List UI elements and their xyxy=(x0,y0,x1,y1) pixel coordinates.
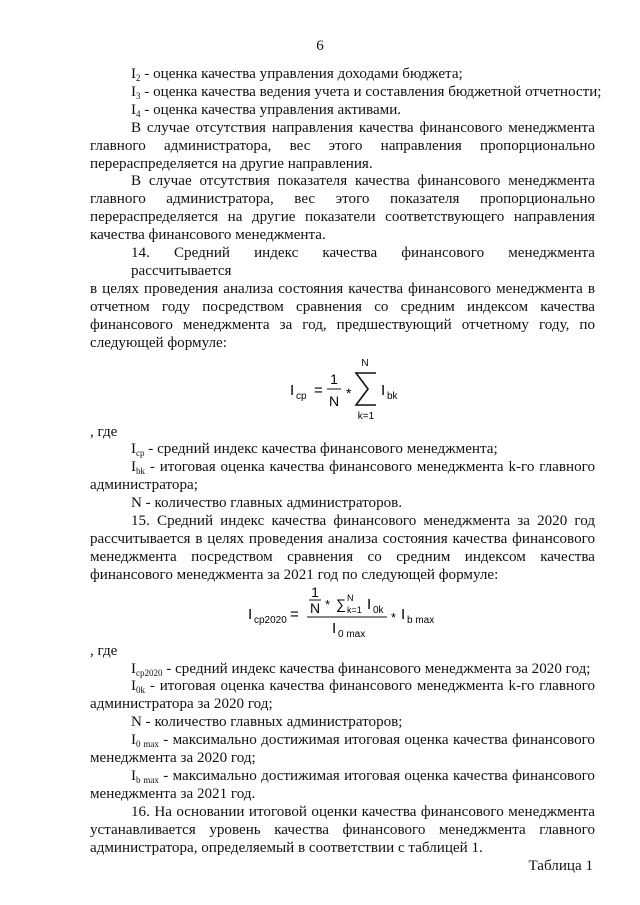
formula-average-index-2020 xyxy=(90,585,595,643)
def-ibmax-cont: менеджмента за 2021 год. xyxy=(90,785,256,802)
formula2-num: 1 xyxy=(311,583,319,600)
paragraph-14: 14. Средний индекс качества финансового менеджмента рассчитывается в целях проведения анализа состояния качества финансового менеджмента в отчетном году посредством сравнения со средним индексом качества финансового менеджмента за год, предшествующий отчетному году, по следующей формуле: xyxy=(90,245,595,351)
document-body xyxy=(90,66,602,875)
formula2-den: N xyxy=(309,599,321,616)
formula1-lhs-sub: cp xyxy=(296,390,307,402)
table-caption: Таблица 1 xyxy=(528,857,593,874)
formula1-term-sub: bk xyxy=(387,390,398,402)
def-i0max-cont: менеджмента за 2020 год; xyxy=(90,750,256,767)
formula1-num: 1 xyxy=(330,370,338,387)
page-number: 6 xyxy=(316,38,324,54)
formula1-den: N xyxy=(328,392,340,409)
def-n-1: N - количество главных администраторов. xyxy=(131,495,403,512)
paragraph-16: 16. На основании итоговой оценки качества финансового менеджмента устанавливается уровень качества финансового менеджмента главного администратора, определяемый в соответствии с таблицей 1. xyxy=(90,803,595,856)
formula-average-index xyxy=(90,353,595,424)
formula1-op: * xyxy=(346,384,352,401)
formula2-rhs-sub: b max xyxy=(407,614,435,626)
formula2-term: I xyxy=(367,595,372,613)
paragraph-absent-direction: В случае отсутствия направления качества финансового менеджмента главного администратора, вес этого направления пропорционально перераспределяется на другие направления. xyxy=(90,119,595,172)
def-ibk: $I_{bk}$ - итоговая оценка качества финансового менеджмента k-го главного xyxy=(131,459,595,477)
formula1-lhs: I xyxy=(290,381,295,399)
def-ibk-cont: администратора; xyxy=(90,477,198,494)
def-i0k: $I_{0k}$ - итоговая оценка качества финансового менеджмента k-го главного xyxy=(131,678,595,696)
paragraph-15: 15. Средний индекс качества финансового менеджмента за 2020 год рассчитывается в целях проведения анализа состояния качества финансового менеджмента посредством сравнения со средним индексом качества финансового менеджмента за 2021 год по следующей формуле: xyxy=(90,513,595,583)
formula1-sum-upper: N xyxy=(361,357,369,369)
def-i0max: $I_{0 max}$ - максимально достижимая итоговая оценка качества финансового xyxy=(131,732,595,750)
formula2-eq: = xyxy=(290,605,299,623)
def-i0k-cont: администратора за 2020 год; xyxy=(90,696,273,713)
formula2-sum-icon: ∑ xyxy=(336,595,346,612)
formula2-main-den-sub: 0 max xyxy=(338,628,366,640)
formula2-op2: * xyxy=(391,609,397,625)
where-label-2: , где xyxy=(90,642,118,659)
list-item-i3: $I_3$ - оценка качества ведения учета и составления бюджетной отчетности; xyxy=(131,83,602,101)
formula2-term-sub: 0k xyxy=(373,604,384,616)
formula1-sum-lower: k=1 xyxy=(357,410,375,422)
sum-icon xyxy=(356,373,376,405)
formula2-sum-upper: N xyxy=(347,592,354,603)
formula1-eq: = xyxy=(314,381,323,399)
formula2-op: * xyxy=(325,596,331,612)
def-icp: $I_{cp}$ - средний индекс качества финансового менеджмента; xyxy=(131,441,498,459)
def-n-2: N - количество главных администраторов; xyxy=(131,714,403,731)
formula2-lhs: I xyxy=(248,605,253,623)
list-item-i2: $I_2$ - оценка качества управления доходами бюджета; xyxy=(131,66,463,83)
def-icp2020: $I_{cp2020}$ - средний индекс качества финансового менеджмента за 2020 год; xyxy=(131,660,591,678)
formula1-term: I xyxy=(381,381,386,399)
formula2-lhs-sub: cp2020 xyxy=(254,614,287,626)
list-item-i4: $I_4$ - оценка качества управления активами. xyxy=(131,101,402,119)
where-label-1: , где xyxy=(90,423,118,440)
formula2-main-den: I xyxy=(332,619,337,637)
def-ibmax: $I_{b max}$ - максимально достижимая итоговая оценка качества финансового xyxy=(131,768,595,785)
formula2-rhs: I xyxy=(401,605,406,623)
paragraph-absent-indicator: В случае отсутствия показателя качества финансового менеджмента главного администратора, вес этого показателя пропорционально перераспределяется на другие показатели соответствующего направления качества финансового менеджмента. xyxy=(90,173,595,244)
formula2-sum-lower: k=1 xyxy=(347,604,362,615)
